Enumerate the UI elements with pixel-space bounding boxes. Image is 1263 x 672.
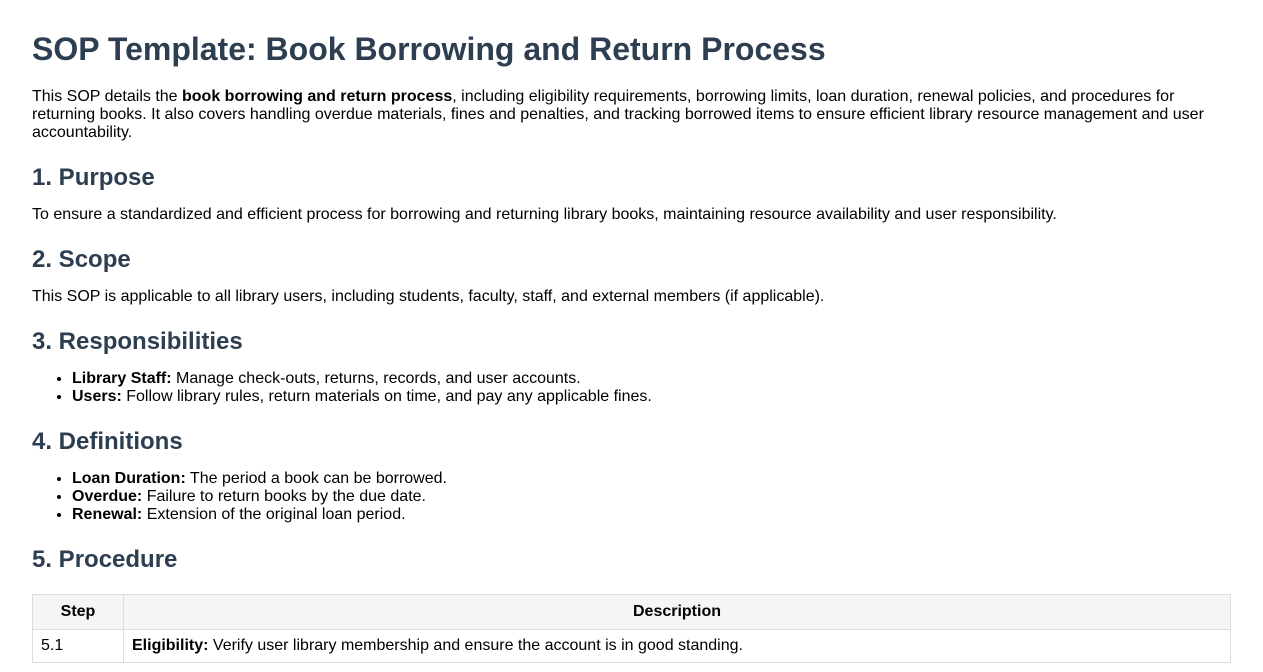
intro-text-bold: book borrowing and return process — [182, 88, 453, 105]
list-item — [72, 506, 1231, 524]
step-number-cell: 5.1 — [33, 630, 124, 663]
list-item-term: Users: — [72, 388, 122, 405]
responsibilities-list — [32, 370, 1231, 406]
intro-text-before: This SOP details the — [32, 88, 182, 105]
section-heading-purpose: 1. Purpose — [32, 164, 155, 191]
list-item-text: Failure to return books by the due date. — [142, 488, 426, 505]
purpose-text: To ensure a standardized and efficient process for borrowing and returning library books, maintaining resource availability and user responsibility. — [32, 206, 1057, 223]
definitions-list — [32, 470, 1231, 524]
list-item — [72, 370, 1231, 388]
section-heading-procedure: 5. Procedure — [32, 546, 178, 573]
section-heading-responsibilities: 3. Responsibilities — [32, 328, 243, 355]
procedure-table — [32, 594, 1231, 663]
step-description-cell — [124, 630, 1231, 663]
page-title: SOP Template: Book Borrowing and Return Process — [32, 31, 826, 67]
list-item-text: Extension of the original loan period. — [142, 506, 406, 523]
step-text: Verify user library membership and ensure the account is in good standing. — [208, 637, 743, 654]
list-item-term: Library Staff: — [72, 370, 172, 387]
intro-paragraph — [32, 88, 1231, 142]
list-item — [72, 388, 1231, 406]
list-item-term: Renewal: — [72, 506, 143, 523]
table-row — [33, 630, 1231, 663]
list-item-term: Overdue: — [72, 488, 143, 505]
intro-text-after: , including eligibility requirements, borrowing limits, loan duration, renewal policies, and procedures for returning books. It also covers handling overdue materials, fines and penalties, and tracking borrowed items to ensure efficient library resource management and user accountability. — [32, 88, 1204, 141]
column-header-step: Step — [33, 595, 124, 630]
list-item-text: Manage check-outs, returns, records, and user accounts. — [171, 370, 581, 387]
list-item-term: Loan Duration: — [72, 470, 186, 487]
section-heading-definitions: 4. Definitions — [32, 428, 183, 455]
list-item-text: Follow library rules, return materials on time, and pay any applicable fines. — [121, 388, 652, 405]
section-heading-scope: 2. Scope — [32, 246, 131, 273]
list-item — [72, 488, 1231, 506]
list-item-text: The period a book can be borrowed. — [185, 470, 447, 487]
column-header-description: Description — [124, 595, 1231, 630]
list-item — [72, 470, 1231, 488]
step-term: Eligibility: — [132, 637, 209, 654]
scope-text: This SOP is applicable to all library users, including students, faculty, staff, and external members (if applicable). — [32, 288, 825, 305]
table-header-row — [33, 595, 1231, 630]
